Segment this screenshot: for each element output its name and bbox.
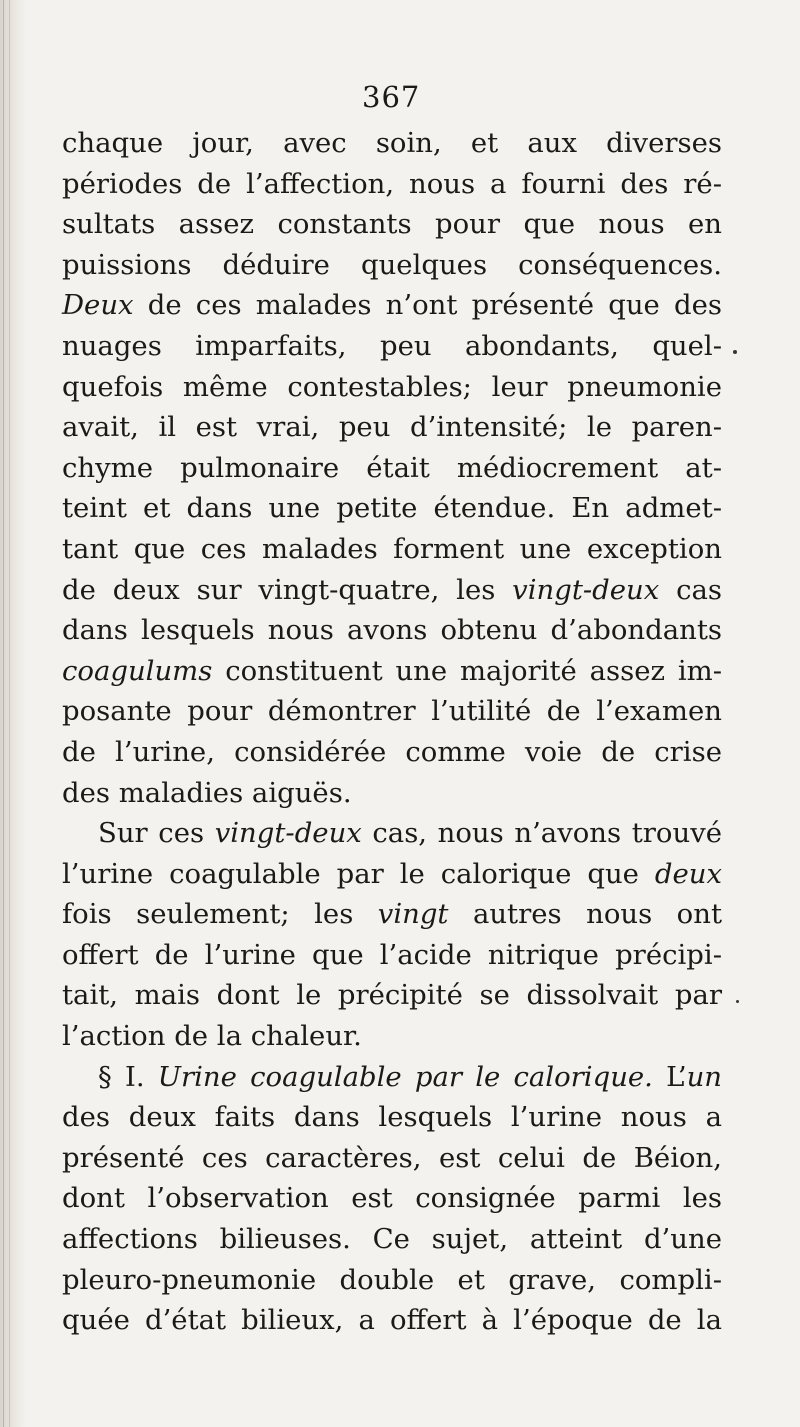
text-line	[62, 1097, 722, 1138]
text-line	[62, 326, 722, 367]
text-segment: périodes de l’affection, nous a fourni des ré-	[62, 167, 722, 200]
text-line	[62, 529, 722, 570]
text-line	[62, 1016, 722, 1057]
text-line	[62, 894, 722, 935]
text-segment: fois seulement; les	[62, 898, 378, 931]
text-line	[62, 1138, 722, 1179]
italic-text: coagulums	[62, 654, 213, 687]
text-line	[62, 1057, 722, 1098]
text-line	[62, 204, 722, 245]
text-line	[62, 407, 722, 448]
text-line	[62, 935, 722, 976]
text-line	[62, 164, 722, 205]
text-line	[62, 975, 722, 1016]
text-segment: cas, nous n’avons trouvé	[361, 817, 723, 850]
text-segment: de deux sur vingt-quatre, les	[62, 573, 513, 606]
text-line	[62, 448, 722, 489]
text-line	[62, 773, 722, 814]
print-speck	[733, 350, 737, 354]
text-segment: quée d’état bilieux, a offert à l’époque de la	[62, 1304, 722, 1337]
text-segment: dans lesquels nous avons obtenu d’abondants	[62, 614, 722, 647]
text-segment: teint et dans une petite étendue. En admet-	[62, 492, 722, 525]
text-line	[62, 488, 722, 529]
text-line	[62, 285, 722, 326]
text-line	[62, 813, 722, 854]
text-line	[62, 1260, 722, 1301]
text-line	[62, 1300, 722, 1341]
italic-text: vingt-deux	[214, 817, 362, 850]
text-segment: des deux faits dans lesquels l’urine nous a	[62, 1101, 722, 1134]
text-line	[62, 245, 722, 286]
italic-text: deux	[654, 857, 722, 890]
text-segment: autres nous ont	[448, 898, 722, 931]
page-edge-line	[9, 0, 10, 1427]
text-line	[62, 610, 722, 651]
text-segment: L’	[652, 1060, 687, 1093]
text-segment: avait, il est vrai, peu d’intensité; le paren-	[62, 411, 722, 444]
text-segment: de ces malades n’ont présenté que des	[133, 289, 722, 322]
text-segment: de l’urine, considérée comme voie de crise	[62, 735, 722, 768]
italic-text: un	[686, 1060, 722, 1093]
text-line	[62, 691, 722, 732]
text-segment: affections bilieuses. Ce sujet, atteint d’une	[62, 1223, 722, 1256]
text-segment: tant que ces malades forment une exception	[62, 532, 722, 565]
text-line	[62, 1219, 722, 1260]
page-number: 367	[362, 80, 421, 114]
text-segment: présenté ces caractères, est celui de Béion,	[62, 1141, 722, 1174]
text-segment: Sur ces	[98, 817, 215, 850]
text-segment: sultats assez constants pour que nous en	[62, 208, 722, 241]
text-segment: § I.	[98, 1060, 158, 1093]
italic-text: Deux	[62, 289, 134, 322]
text-line	[62, 732, 722, 773]
text-segment: l’urine coagulable par le calorique que	[62, 857, 655, 890]
body-text	[62, 123, 722, 1341]
print-speck	[736, 1000, 739, 1003]
page-edge-line	[3, 0, 4, 1427]
text-segment: cas	[659, 573, 722, 606]
text-segment: puissions déduire quelques conséquences.	[62, 248, 722, 281]
italic-text: Urine coagulable par le calorique.	[157, 1060, 653, 1093]
italic-text: vingt	[377, 898, 449, 931]
text-segment: pleuro-pneumonie double et grave, compli-	[62, 1263, 722, 1296]
text-segment: posante pour démontrer l’utilité de l’examen	[62, 695, 722, 728]
text-segment: tait, mais dont le précipité se dissolvait par	[62, 979, 722, 1012]
text-line	[62, 1178, 722, 1219]
text-segment: offert de l’urine que l’acide nitrique précipi-	[62, 938, 722, 971]
text-segment: nuages imparfaits, peu abondants, quel-	[62, 329, 722, 362]
text-segment: l’action de la chaleur.	[62, 1020, 362, 1053]
text-segment: des maladies aiguës.	[62, 776, 352, 809]
text-segment: quefois même contestables; leur pneumonie	[62, 370, 722, 403]
text-line	[62, 651, 722, 692]
text-segment: dont l’observation est consignée parmi les	[62, 1182, 722, 1215]
text-segment: chaque jour, avec soin, et aux diverses	[62, 127, 722, 159]
text-line	[62, 854, 722, 895]
text-segment: constituent une majorité assez im-	[212, 654, 722, 687]
italic-text: vingt-deux	[512, 573, 660, 606]
text-segment: chyme pulmonaire était médiocrement at-	[62, 451, 722, 484]
text-line	[62, 570, 722, 611]
text-line	[62, 123, 722, 164]
text-line	[62, 367, 722, 408]
